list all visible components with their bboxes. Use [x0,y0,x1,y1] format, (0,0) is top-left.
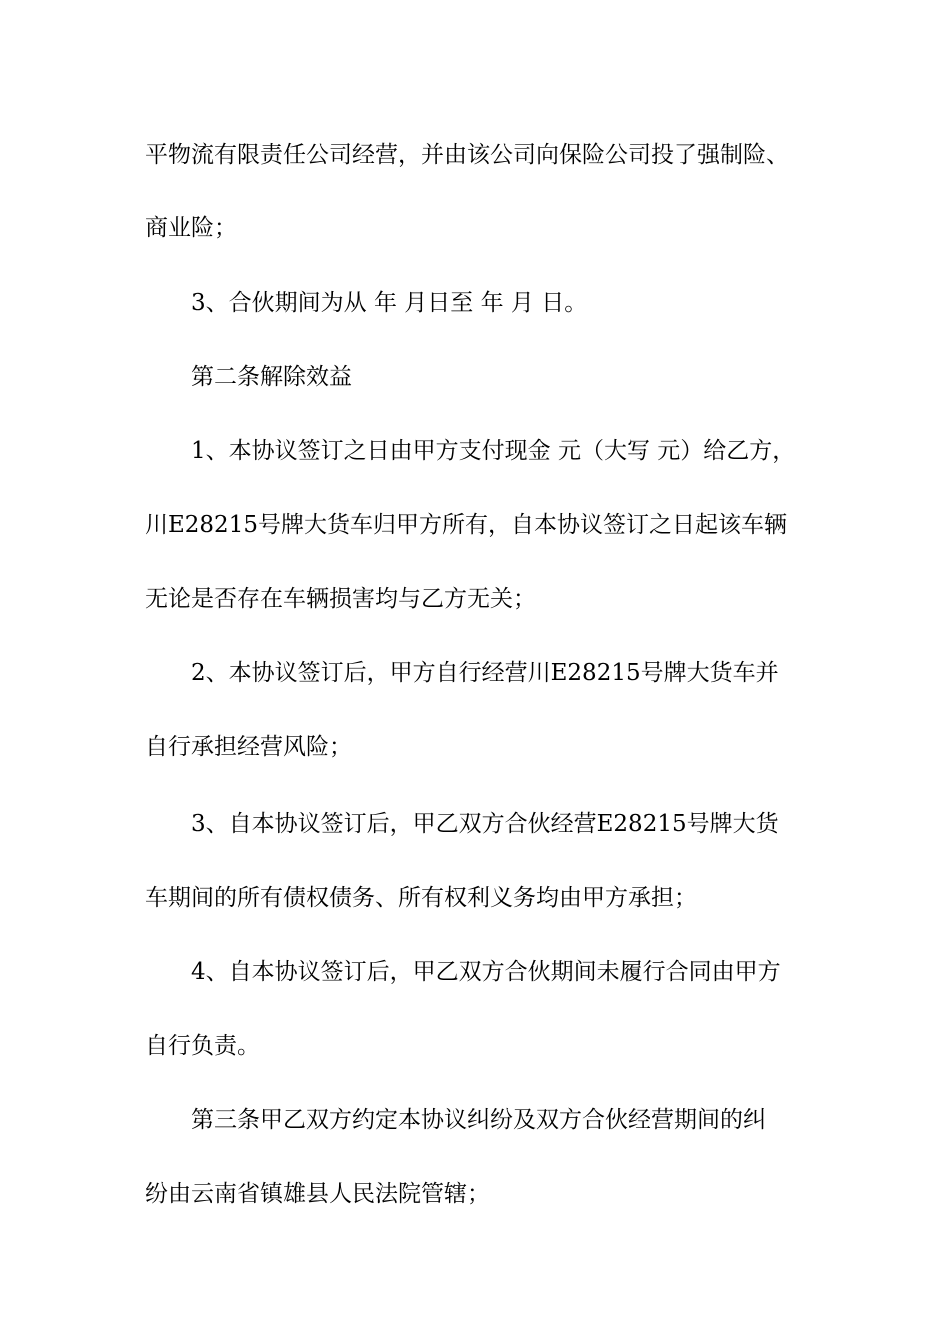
paragraph-line-13: 自行负责。 [145,1033,260,1059]
paragraph-line-8: 2、本协议签订后，甲方自行经营川E28215号牌大货车并 [191,660,779,686]
paragraph-line-9: 自行承担经营风险； [145,734,352,760]
paragraph-line-5: 1、本协议签订之日由甲方支付现金 元（大写 元）给乙方， [191,438,796,464]
paragraph-line-1: 平物流有限责任公司经营，并由该公司向保险公司投了强制险、 [145,142,789,168]
paragraph-line-7: 无论是否存在车辆损害均与乙方无关； [145,586,536,612]
paragraph-line-6: 川E28215号牌大货车归甲方所有，自本协议签订之日起该车辆 [145,512,787,538]
paragraph-line-12: 4、自本协议签订后，甲乙双方合伙期间未履行合同由甲方 [191,959,781,985]
paragraph-line-3: 3、合伙期间为从 年 月日至 年 月 日。 [191,290,588,316]
paragraph-line-11: 车期间的所有债权债务、所有权利义务均由甲方承担； [145,885,697,911]
paragraph-line-2: 商业险； [145,215,237,241]
paragraph-line-15: 纷由云南省镇雄县人民法院管辖； [145,1181,490,1207]
section-heading-article-2: 第二条解除效益 [191,364,352,390]
section-heading-article-3: 第三条甲乙双方约定本协议纠纷及双方合伙经营期间的纠 [191,1107,766,1133]
paragraph-line-10: 3、自本协议签订后，甲乙双方合伙经营E28215号牌大货 [191,811,779,837]
